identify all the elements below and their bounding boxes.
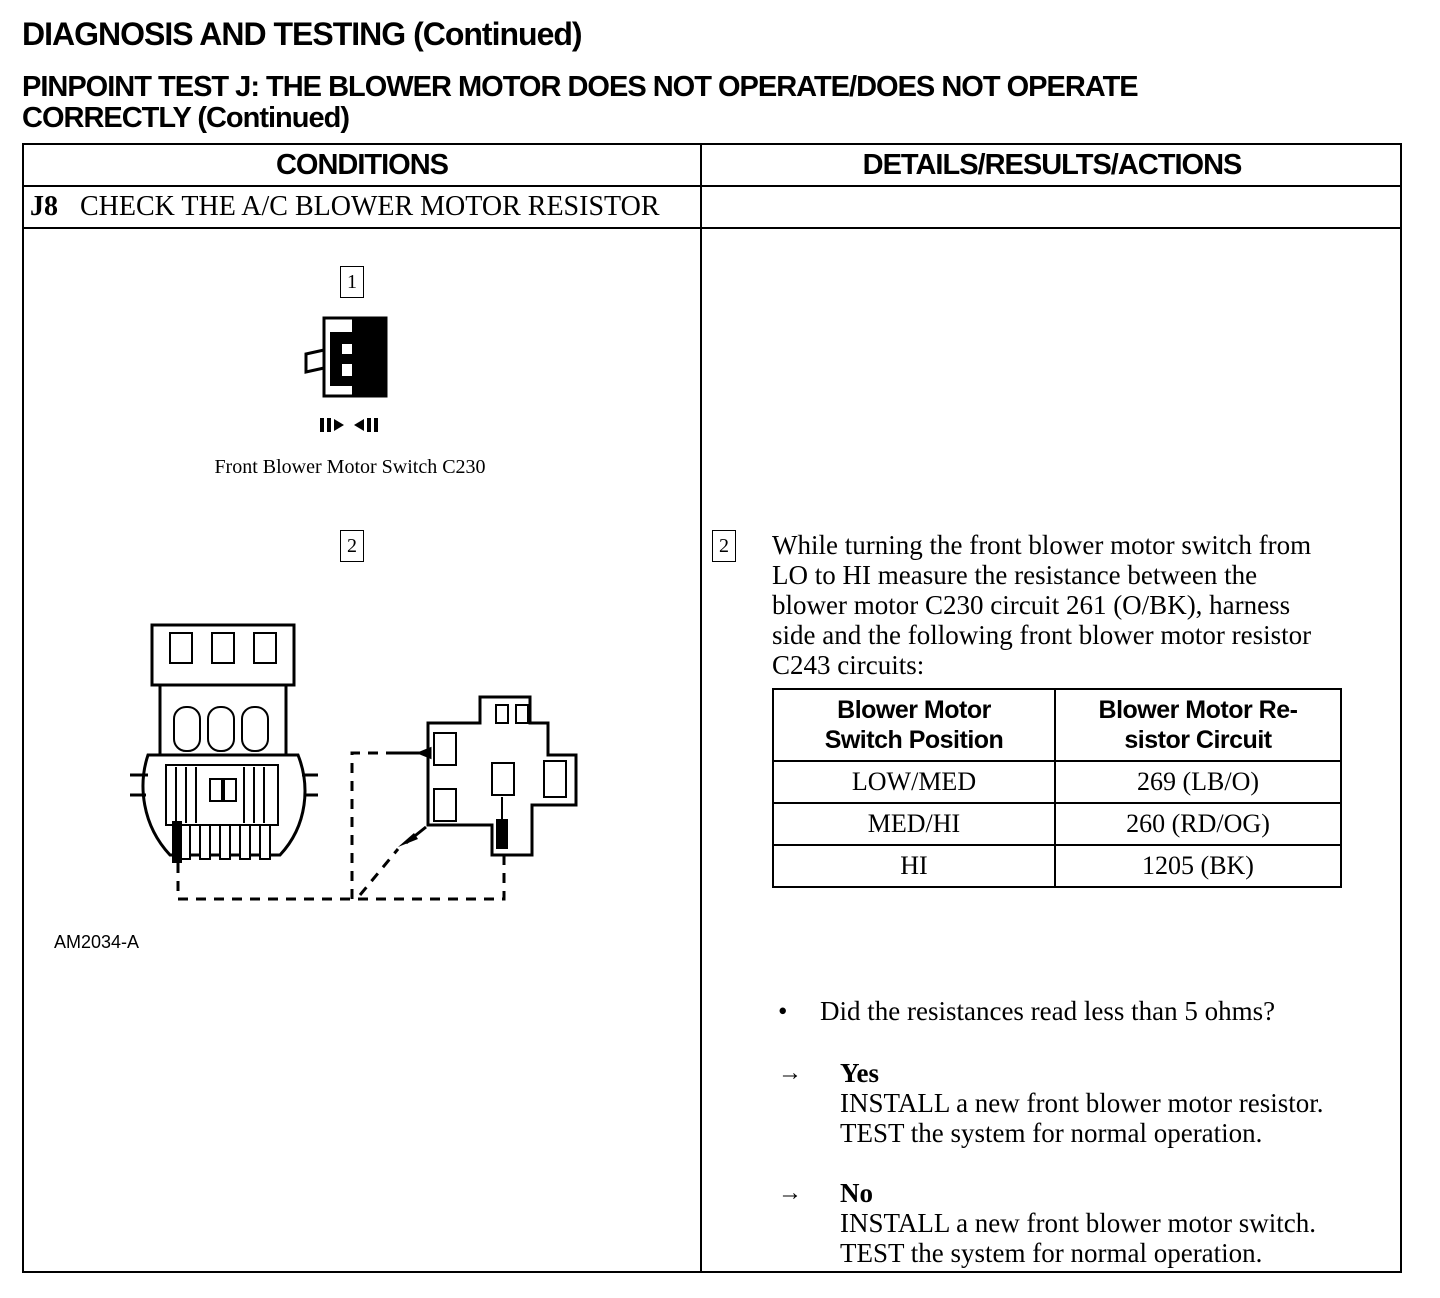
column-divider <box>700 143 702 1273</box>
test-title-line2: CORRECTLY (Continued) <box>22 102 349 134</box>
instruction-line: While turning the front blower motor switch from <box>772 530 1312 560</box>
instruction-text <box>772 530 1382 680</box>
step-row <box>30 191 660 223</box>
answer-no-line1: INSTALL a new front blower motor switch. <box>840 1208 1316 1238</box>
arrow-right-icon: → <box>778 1060 802 1086</box>
step-box-1: 1 <box>340 266 364 298</box>
instruction-line: blower motor C230 circuit 261 (O/BK), harness <box>772 590 1291 620</box>
step-id: J8 <box>30 191 58 222</box>
resistance-table-header <box>773 689 1341 761</box>
instruction-line: LO to HI measure the resistance between the <box>772 560 1258 590</box>
cell-position: LOW/MED <box>773 761 1055 803</box>
step-box-2: 2 <box>340 530 364 562</box>
cell-position: MED/HI <box>773 803 1055 845</box>
cell-circuit: 269 (LB/O) <box>1055 761 1341 803</box>
test-title-line1: PINPOINT TEST J: THE BLOWER MOTOR DOES NOT OPERATE/DOES NOT OPERATE <box>22 71 1138 103</box>
step-title: CHECK THE A/C BLOWER MOTOR RESISTOR <box>80 191 660 222</box>
table-row <box>773 761 1341 803</box>
figure-id: AM2034-A <box>54 932 140 952</box>
cell-position: HI <box>773 845 1055 887</box>
cell-circuit: 260 (RD/OG) <box>1055 803 1341 845</box>
header-line: sistor Circuit <box>1124 726 1272 754</box>
header-switch-position <box>773 689 1055 761</box>
detail-step-box-2: 2 <box>712 530 736 562</box>
resistance-table <box>772 688 1342 888</box>
answer-no-label: No <box>840 1178 873 1208</box>
question <box>778 996 1275 1027</box>
cell-circuit: 1205 (BK) <box>1055 845 1341 887</box>
header-line: Blower Motor <box>837 696 991 724</box>
page-title: DIAGNOSIS AND TESTING (Continued) <box>22 16 582 52</box>
instruction-line: C243 circuits: <box>772 650 925 680</box>
instruction-line: side and the following front blower motor resistor <box>772 620 1312 650</box>
switch-connector-illustration <box>290 310 410 440</box>
table-row <box>773 803 1341 845</box>
question-text: Did the resistances read less than 5 ohms? <box>820 996 1276 1026</box>
header-line: Blower Motor Re- <box>1098 696 1298 724</box>
arrow-right-icon: → <box>778 1180 802 1206</box>
pinpoint-test-title <box>22 72 1412 134</box>
caption-front-blower-switch: Front Blower Motor Switch C230 <box>214 456 486 478</box>
bullet-icon: • <box>778 996 788 1026</box>
column-header-conditions: CONDITIONS <box>275 149 449 181</box>
answer-yes-label: Yes <box>840 1058 879 1088</box>
resistor-measurement-illustration <box>120 615 590 915</box>
column-header-details: DETAILS/RESULTS/ACTIONS <box>862 149 1242 181</box>
header-line: Switch Position <box>824 726 1004 754</box>
table-row <box>773 845 1341 887</box>
answer-yes-line1: INSTALL a new front blower motor resistor. <box>840 1088 1324 1118</box>
header-divider <box>22 185 1402 187</box>
answer-yes-line2: TEST the system for normal operation. <box>840 1118 1263 1148</box>
header-resistor-circuit <box>1055 689 1341 761</box>
answer-no-line2: TEST the system for normal operation. <box>840 1238 1263 1268</box>
step-divider <box>22 227 1402 229</box>
